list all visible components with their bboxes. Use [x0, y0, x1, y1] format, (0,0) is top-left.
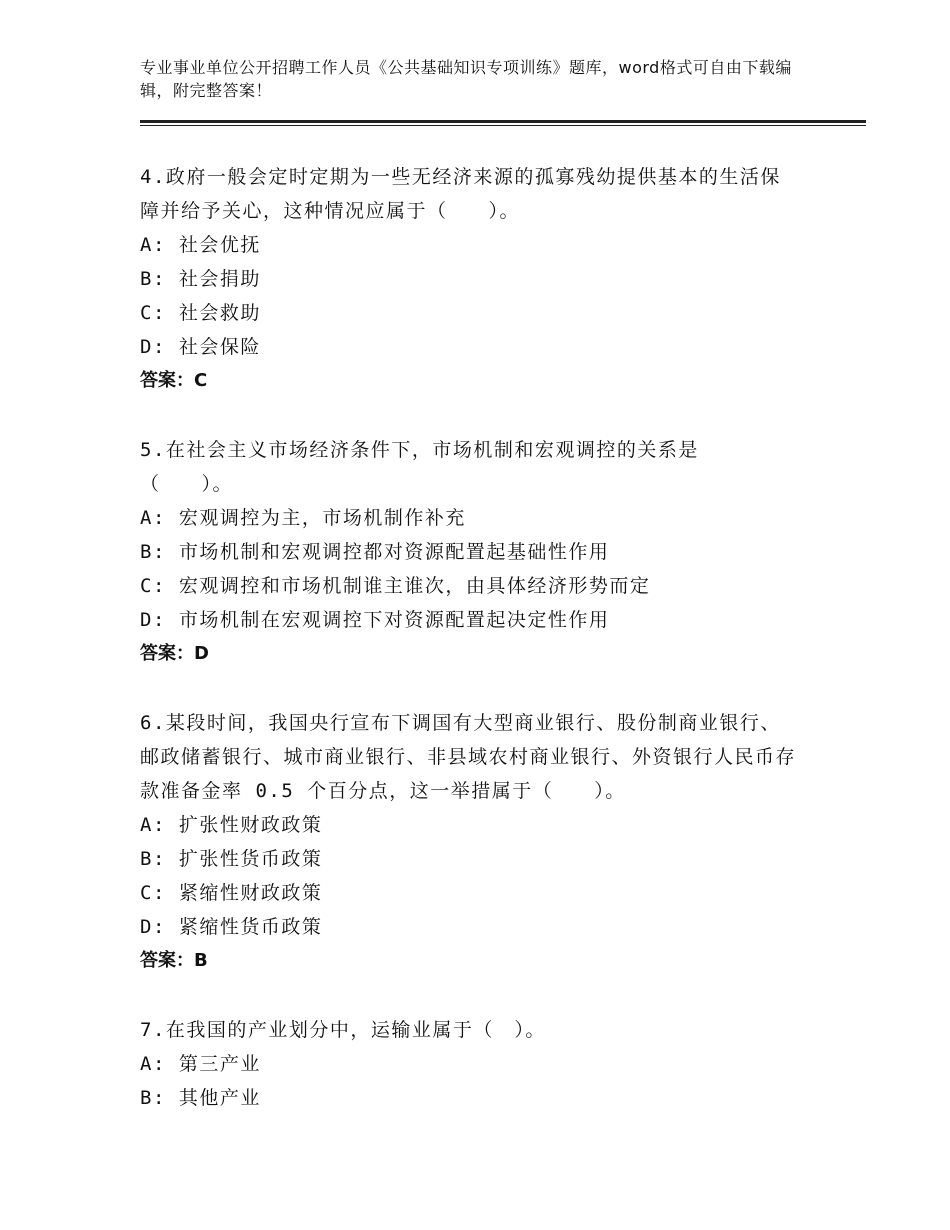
answer-line: 答案：D	[140, 643, 209, 664]
question-stem: 5.在社会主义市场经济条件下，市场机制和宏观调控的关系是 （ ）。	[140, 439, 699, 495]
option-d: D: 紧缩性货币政策	[140, 916, 323, 938]
option-b: B: 社会捐助	[140, 268, 261, 290]
option-a: A: 社会优抚	[140, 234, 261, 256]
option-c: C: 宏观调控和市场机制谁主谁次，由具体经济形势而定	[140, 575, 651, 597]
option-a: A: 第三产业	[140, 1053, 261, 1075]
header-rule-thick	[140, 120, 866, 123]
question-stem: 6.某段时间，我国央行宣布下调国有大型商业银行、股份制商业银行、邮政储蓄银行、城市商业银行、非县域农村商业银行、外资银行人民币存款准备金率 0.5 个百分点，这一举措属于（ ）。	[140, 712, 797, 802]
question-stem: 4.政府一般会定时定期为一些无经济来源的孤寡残幼提供基本的生活保障并给予关心，这种情况应属于（ ）。	[140, 166, 781, 222]
option-b: B: 市场机制和宏观调控都对资源配置起基础性作用	[140, 541, 610, 563]
question-6	[140, 706, 800, 978]
option-c: C: 紧缩性财政政策	[140, 882, 323, 904]
option-b: B: 其他产业	[140, 1087, 261, 1109]
option-d: D: 社会保险	[140, 336, 261, 358]
option-d: D: 市场机制在宏观调控下对资源配置起决定性作用	[140, 609, 610, 631]
answer-line: 答案：B	[140, 950, 208, 971]
document-header: 专业事业单位公开招聘工作人员《公共基础知识专项训练》题库，word格式可自由下载编辑，附完整答案！	[140, 58, 792, 100]
question-4	[140, 160, 800, 398]
question-5	[140, 433, 800, 671]
question-stem: 7.在我国的产业划分中，运输业属于（ ）。	[140, 1019, 546, 1041]
option-c: C: 社会救助	[140, 302, 261, 324]
header-rule-thin	[140, 125, 866, 126]
option-b: B: 扩张性货币政策	[140, 848, 323, 870]
option-a: A: 宏观调控为主，市场机制作补充	[140, 507, 466, 529]
option-a: A: 扩张性财政政策	[140, 814, 323, 836]
question-7	[140, 1013, 800, 1115]
answer-line: 答案：C	[140, 370, 208, 391]
